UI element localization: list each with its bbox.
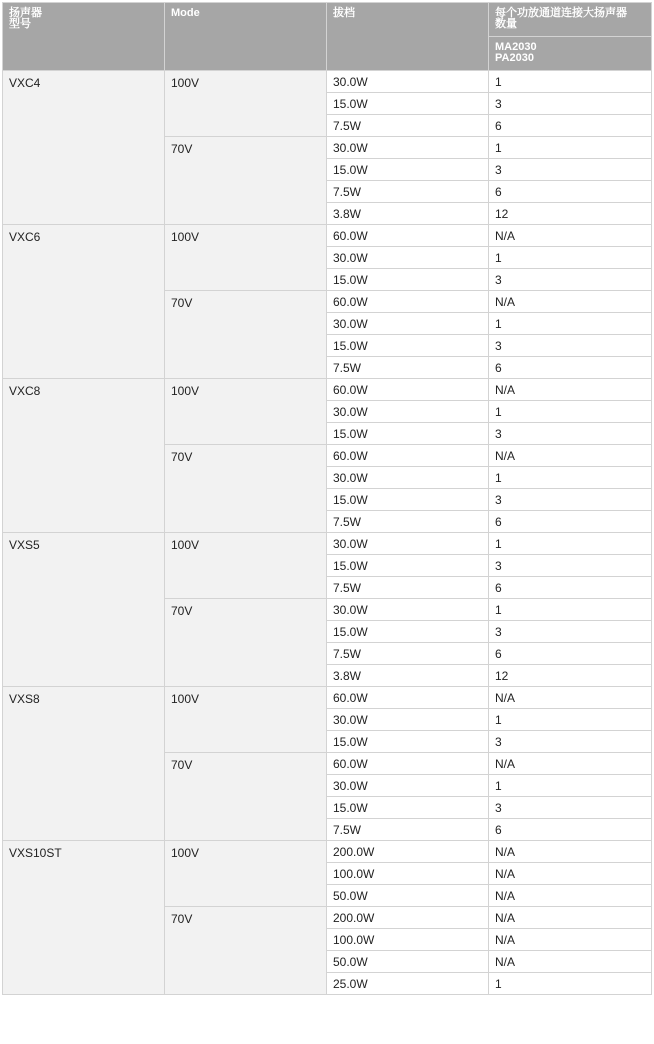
speaker-model-cell: VXC6	[3, 225, 165, 379]
tap-cell: 50.0W	[327, 951, 489, 973]
quantity-cell: N/A	[489, 225, 652, 247]
table-row	[3, 687, 652, 709]
mode-cell: 100V	[165, 687, 327, 753]
quantity-cell: 6	[489, 819, 652, 841]
quantity-cell: N/A	[489, 907, 652, 929]
tap-cell: 30.0W	[327, 533, 489, 555]
quantity-cell: N/A	[489, 885, 652, 907]
quantity-cell: 1	[489, 709, 652, 731]
tap-cell: 30.0W	[327, 137, 489, 159]
mode-cell: 70V	[165, 753, 327, 841]
quantity-cell: 6	[489, 511, 652, 533]
tap-cell: 15.0W	[327, 489, 489, 511]
tap-cell: 15.0W	[327, 93, 489, 115]
header-amp-line2: PA2030	[495, 52, 534, 64]
table-body	[3, 71, 652, 995]
quantity-cell: 1	[489, 137, 652, 159]
quantity-cell: 1	[489, 71, 652, 93]
mode-cell: 100V	[165, 841, 327, 907]
tap-cell: 3.8W	[327, 665, 489, 687]
tap-cell: 25.0W	[327, 973, 489, 995]
table-row	[3, 533, 652, 555]
quantity-cell: 6	[489, 643, 652, 665]
quantity-cell: 3	[489, 731, 652, 753]
tap-cell: 7.5W	[327, 643, 489, 665]
quantity-cell: 3	[489, 555, 652, 577]
header-mode: Mode	[165, 3, 327, 71]
quantity-cell: 3	[489, 269, 652, 291]
tap-cell: 30.0W	[327, 599, 489, 621]
header-row	[3, 3, 652, 37]
mode-cell: 100V	[165, 533, 327, 599]
tap-cell: 30.0W	[327, 467, 489, 489]
table-row	[3, 841, 652, 863]
tap-cell: 7.5W	[327, 511, 489, 533]
mode-cell: 70V	[165, 599, 327, 687]
mode-cell: 70V	[165, 291, 327, 379]
tap-cell: 15.0W	[327, 335, 489, 357]
quantity-cell: 12	[489, 203, 652, 225]
tap-cell: 15.0W	[327, 797, 489, 819]
tap-cell: 100.0W	[327, 929, 489, 951]
quantity-cell: N/A	[489, 929, 652, 951]
tap-cell: 200.0W	[327, 907, 489, 929]
header-speaker-model	[3, 3, 165, 71]
header-tap: 拔档	[327, 3, 489, 71]
quantity-cell: 1	[489, 775, 652, 797]
speaker-model-cell: VXC4	[3, 71, 165, 225]
tap-cell: 15.0W	[327, 159, 489, 181]
quantity-cell: 3	[489, 797, 652, 819]
tap-cell: 7.5W	[327, 819, 489, 841]
tap-cell: 60.0W	[327, 379, 489, 401]
tap-cell: 7.5W	[327, 357, 489, 379]
quantity-cell: 1	[489, 599, 652, 621]
quantity-cell: 1	[489, 401, 652, 423]
speaker-quantity-table	[2, 2, 652, 995]
tap-cell: 100.0W	[327, 863, 489, 885]
tap-cell: 15.0W	[327, 269, 489, 291]
tap-cell: 3.8W	[327, 203, 489, 225]
tap-cell: 60.0W	[327, 225, 489, 247]
quantity-cell: N/A	[489, 291, 652, 313]
tap-cell: 30.0W	[327, 313, 489, 335]
tap-cell: 30.0W	[327, 401, 489, 423]
tap-cell: 30.0W	[327, 775, 489, 797]
quantity-cell: N/A	[489, 841, 652, 863]
header-amp-line1: MA2030	[495, 41, 537, 53]
quantity-cell: 6	[489, 115, 652, 137]
tap-cell: 200.0W	[327, 841, 489, 863]
tap-cell: 50.0W	[327, 885, 489, 907]
quantity-cell: 3	[489, 621, 652, 643]
mode-cell: 70V	[165, 907, 327, 995]
mode-cell: 70V	[165, 137, 327, 225]
header-speaker-model-line2: 型号	[9, 18, 31, 30]
tap-cell: 60.0W	[327, 753, 489, 775]
speaker-model-cell: VXS5	[3, 533, 165, 687]
table-row	[3, 225, 652, 247]
quantity-cell: 1	[489, 247, 652, 269]
quantity-cell: N/A	[489, 379, 652, 401]
tap-cell: 15.0W	[327, 621, 489, 643]
header-quantity-line2: 数量	[495, 18, 517, 30]
tap-cell: 15.0W	[327, 731, 489, 753]
table-container	[2, 2, 652, 995]
tap-cell: 60.0W	[327, 687, 489, 709]
header-speaker-model-line1: 扬声器	[9, 7, 42, 19]
quantity-cell: 3	[489, 93, 652, 115]
speaker-model-cell: VXS8	[3, 687, 165, 841]
quantity-cell: 1	[489, 313, 652, 335]
quantity-cell: 3	[489, 489, 652, 511]
speaker-model-cell: VXS10ST	[3, 841, 165, 995]
tap-cell: 60.0W	[327, 291, 489, 313]
tap-cell: 30.0W	[327, 247, 489, 269]
header-amplifier-models	[489, 37, 652, 71]
tap-cell: 30.0W	[327, 71, 489, 93]
quantity-cell: N/A	[489, 863, 652, 885]
quantity-cell: 3	[489, 335, 652, 357]
quantity-cell: N/A	[489, 753, 652, 775]
mode-cell: 100V	[165, 71, 327, 137]
mode-cell: 100V	[165, 379, 327, 445]
quantity-cell: 6	[489, 577, 652, 599]
header-quantity-line1: 每个功放通道连接大扬声器	[495, 7, 627, 19]
tap-cell: 15.0W	[327, 555, 489, 577]
quantity-cell: 3	[489, 423, 652, 445]
quantity-cell: 1	[489, 973, 652, 995]
quantity-cell: 6	[489, 357, 652, 379]
tap-cell: 60.0W	[327, 445, 489, 467]
quantity-cell: N/A	[489, 951, 652, 973]
table-row	[3, 71, 652, 93]
tap-cell: 7.5W	[327, 577, 489, 599]
quantity-cell: N/A	[489, 445, 652, 467]
quantity-cell: 12	[489, 665, 652, 687]
tap-cell: 15.0W	[327, 423, 489, 445]
quantity-cell: 6	[489, 181, 652, 203]
quantity-cell: 1	[489, 533, 652, 555]
speaker-model-cell: VXC8	[3, 379, 165, 533]
quantity-cell: N/A	[489, 687, 652, 709]
mode-cell: 70V	[165, 445, 327, 533]
tap-cell: 7.5W	[327, 181, 489, 203]
quantity-cell: 1	[489, 467, 652, 489]
tap-cell: 7.5W	[327, 115, 489, 137]
table-row	[3, 379, 652, 401]
header-quantity	[489, 3, 652, 37]
quantity-cell: 3	[489, 159, 652, 181]
tap-cell: 30.0W	[327, 709, 489, 731]
mode-cell: 100V	[165, 225, 327, 291]
table-header	[3, 3, 652, 71]
